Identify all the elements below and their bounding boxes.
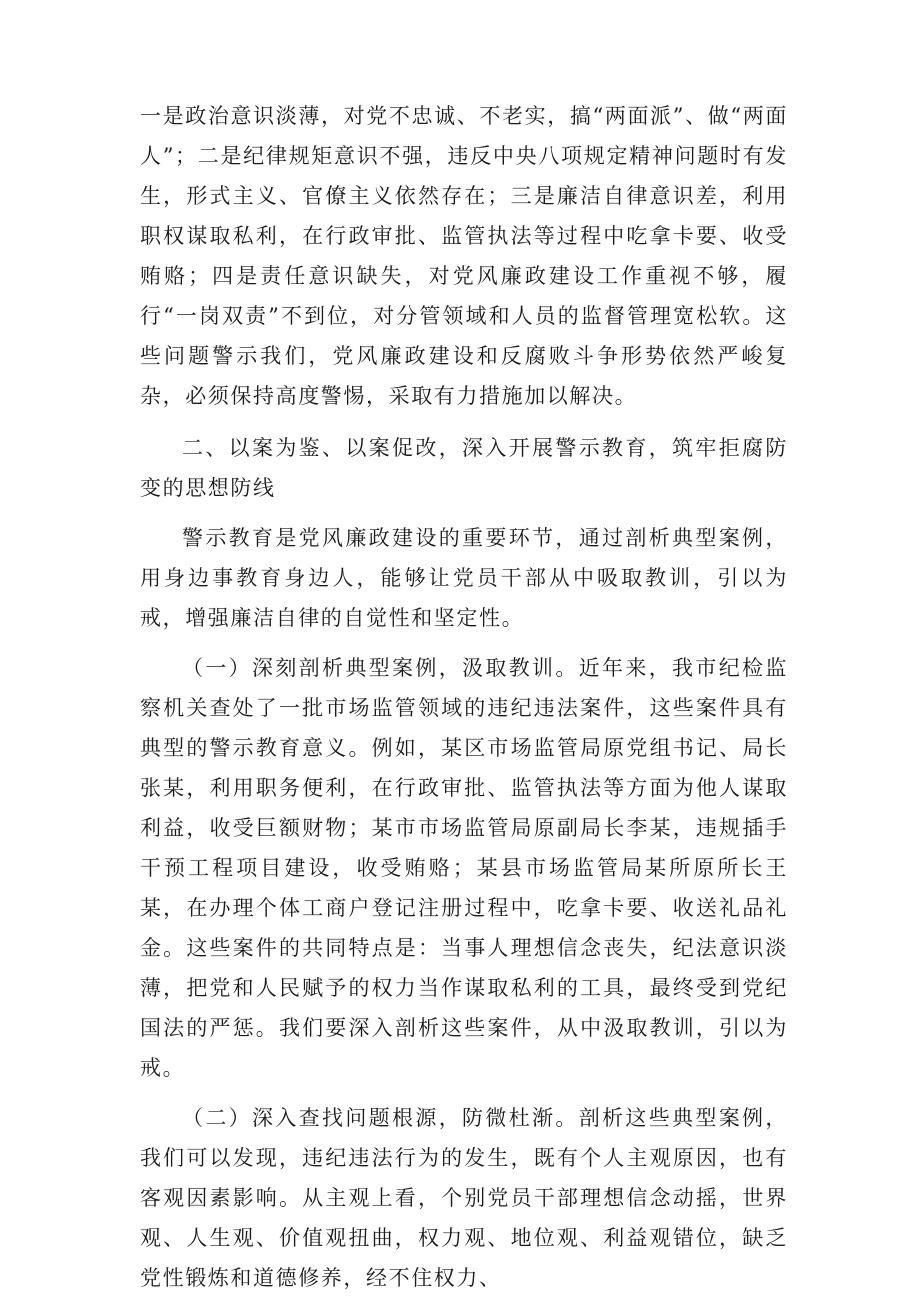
paragraph-problems-list: 一是政治意识淡薄，对党不忠诚、不老实，搞“两面派”、做“两面人”；二是纪律规矩意识不强，违反中央八项规定精神问题时有发生，形式主义、官僚主义依然存在；三是廉洁自律意识差，利用职权谋取私利，在行政审批、监管执法等过程中吃拿卡要、收受贿赂；四是责任意识缺失，对党风廉政建设工作重视不够，履行“一岗双责”不到位，对分管领域和人员的监督管理宽松软。这些问题警示我们，党风廉政建设和反腐败斗争形势依然严峻复杂，必须保持高度警惕，采取有力措施加以解决。 [140,104,788,408]
section-heading-2: 二、以案为鉴、以案促改，深入开展警示教育，筑牢拒腐防变的思想防线 [140,436,788,500]
document-body [140,96,788,1298]
paragraph-warning-education: 警示教育是党风廉政建设的重要环节，通过剖析典型案例，用身边事教育身边人，能够让党员干部从中吸取教训，引以为戒，增强廉洁自律的自觉性和坚定性。 [140,526,788,630]
paragraph-subsection-1: （一）深刻剖析典型案例，汲取教训。近年来，我市纪检监察机关查处了一批市场监管领域的违纪违法案件，这些案件具有典型的警示教育意义。例如，某区市场监管局原党组书记、局长张某，利用职务便利，在行政审批、监管执法等方面为他人谋取利益，收受巨额财物；某市市场监管局原副局长李某，违规插手干预工程项目建设，收受贿赂；某县市场监管局某所原所长王某，在办理个体工商户登记注册过程中，吃拿卡要、收送礼品礼金。这些案件的共同特点是：当事人理想信念丧失，纪法意识淡薄，把党和人民赋予的权力当作谋取私利的工具，最终受到党纪国法的严惩。我们要深入剖析这些案件，从中汲取教训，引以为戒。 [140,656,788,1080]
paragraph-subsection-2: （二）深入查找问题根源，防微杜渐。剖析这些典型案例，我们可以发现，违纪违法行为的发生，既有个人主观原因，也有客观因素影响。从主观上看，个别党员干部理想信念动摇，世界观、人生观、价值观扭曲，权力观、地位观、利益观错位，缺乏党性锻炼和道德修养，经不住权力、 [140,1106,788,1290]
